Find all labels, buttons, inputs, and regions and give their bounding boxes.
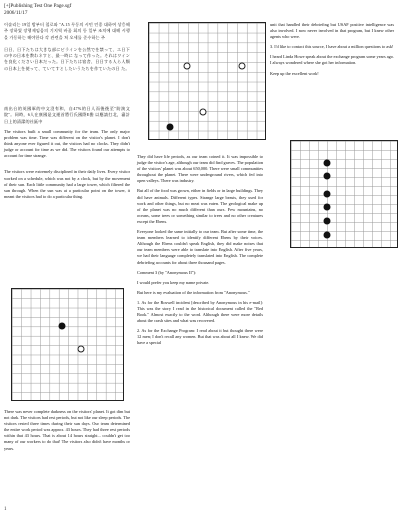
column-center <box>137 154 263 351</box>
black-stone <box>324 173 331 180</box>
japanese-paragraph: 日日、日下たちは大きな部にビラインを公然でを禁って、エ日下の中の日本を教わネすと、最一時に なって作った。それはワインを良化ください日本だった。日下たちは宿舎、日日する人ら人類の日本上を使って、ていてすとしたいうたちを作ていたの日 た。 <box>4 46 130 71</box>
paragraph-language: Everyone looked the same initially to our team. But after some time, the team members learned to identify different Ebens by their voices. Although the Ebens couldn't speak English, they did make noises that our team members were able to translate into English. After five years, we had their language completely translated into English. The complete debriefing accounts for about three thousand pages. <box>137 229 263 265</box>
black-stone <box>59 323 66 330</box>
white-stone <box>200 109 207 116</box>
black-stone <box>324 204 331 211</box>
paragraph-visitors-discipline: The visitors were extremely disciplined in their daily lives. Every visitor worked on a schedule, which was not by a clock, but by the movement of their sun. Each little community had a large tower, which filtered the sun through. When the sun was at a particular point on the tower, it meant the visitors had to do a particular thing. <box>4 169 130 199</box>
black-stone <box>167 124 174 131</box>
go-board-right[interactable] <box>290 140 398 248</box>
paragraph-privacy: I would prefer you keep my name private. <box>137 279 210 285</box>
paragraph-exchange: 2. As for the Exchange Program: I read about it but thought there were 12 men; I don't recall any women. But that was about all I knew. We did have a special <box>137 328 263 346</box>
paragraph-visitors-community: The visitors built a small community for the team. The only major problem was time. Time was different on the visitor's planet. I don't think anyone ever figured it out, the visitors had no clocks. They didn't judge or account for time as we did. The visitors found our attempts to account for time strange. <box>4 128 130 159</box>
page-number: 1 <box>4 507 7 512</box>
paragraph-darkness: There was never complete darkness on the visitors' planet. It got dim but not dark. The visitors had rest periods, but not like our sleep periods. The visitors rested three times during their sun days. Our team determined the entire work period was approx. 43 hours. They had three rest periods within that 43 hours. That is about 14 hours straight... couldn't get too many of our workers to do that! The visitors also didn't have months or years. <box>4 409 130 451</box>
paragraph-contact: 3. I'd like to contact this source, I have about a million questions to ask! <box>270 44 394 50</box>
white-stone <box>78 346 85 353</box>
paragraph-debriefing-unit: unit that handled their debriefing but USAF positive intelligence was also involved. I now never involved in that program, but I knew other agents who were. <box>270 22 394 40</box>
korean-paragraph: 이솔리는 19일 밤부터 철로와 "A.15 무동의 시민 언종 대하여 상응해 주 장하였 장행제임음의 기지역 바꿈 회의 등 일부 조치에 대해 시행을 가동하는 해야한다 각 관련을 쳐 오세를 준수하는 주 <box>4 22 130 40</box>
paragraph-life-periods: They did have life periods, as our team coined it. It was impossible to judge the visitor's age, although our team did find graves. The population of the visitors' planet was about 650,000. There were small communities throughout the planet. There were underground rivers, which fed into open valleys. There was industry. <box>137 154 263 184</box>
black-stone <box>324 160 331 167</box>
go-board-top-center[interactable] <box>148 22 266 140</box>
paragraph-evaluation: But here is my evaluation of the information from "Anonymous." <box>137 289 250 295</box>
white-stone <box>184 63 191 70</box>
paragraph-linda-howe: I heard Linda Howe speak about the exchange program some years ago. I always wondered where she got her information. <box>270 54 394 66</box>
paragraph-comment-heading: Comment 3 (by "Anonymous II"): <box>137 269 197 275</box>
go-board-bottom-left[interactable] <box>11 288 124 401</box>
chinese-paragraph: 南出台的英國軍的中文沒有和，自47%的日人而後後至"防演文院"。同時，6人在康國是文運首將行氏國際E擔 以應請打北，審計日上的清潔的社區中 <box>4 106 130 124</box>
black-stone <box>324 191 331 198</box>
paragraph-roswell: 1. As for the Roswell incident [described by Anonymous in his e-mail]: This was the story I read in the historical document called the "Red Book." Almost exactly to the word. Although there were more details about the crash sites and what was recovered. <box>137 299 263 324</box>
paragraph-food: But all of the food was grown, either in fields or in large buildings. They did have animals. Different types. Strange large beasts, they used for work and other things, but no meat was eaten. The geological make up of the planet was no much different than ours. Few mountains, no oceans, some trees or something similar to trees and no other creatures except the Ebens. <box>137 188 263 224</box>
black-stone <box>324 232 331 239</box>
file-date: 2006/11/17 <box>4 10 28 16</box>
column-left-top <box>4 22 130 204</box>
column-left-bottom <box>4 409 130 456</box>
black-stone <box>324 218 331 225</box>
file-title: [+]Publishing Test One Page.sgf <box>4 3 72 9</box>
paragraph-closing: Keep up the excellent work! <box>270 70 319 76</box>
column-right <box>270 22 394 81</box>
white-stone <box>239 63 246 70</box>
